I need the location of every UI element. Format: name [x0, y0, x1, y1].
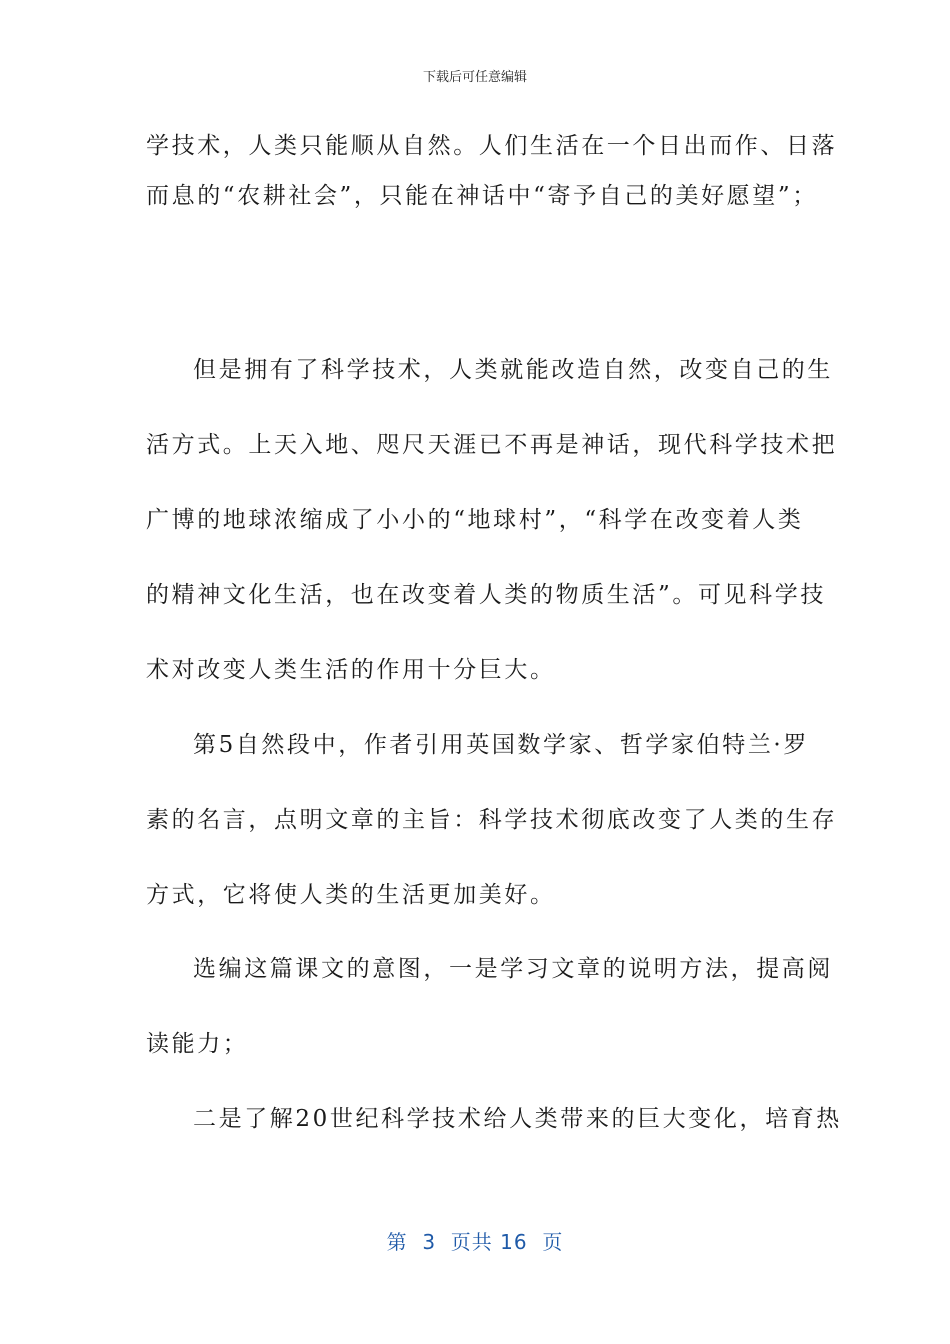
body-line-7: 术对改变人类生活的作用十分巨大。	[146, 657, 556, 683]
header-note: 下载后可任意编辑	[422, 70, 527, 85]
body-line-8: 第5自然段中，作者引用英国数学家、哲学家伯特兰·罗	[193, 732, 809, 758]
body-line-3: 但是拥有了科学技术，人类就能改造自然，改变自己的生	[193, 357, 833, 383]
body-line-11: 选编这篇课文的意图，一是学习文章的说明方法，提高阅	[193, 956, 833, 982]
body-line-9: 素的名言，点明文章的主旨：科学技术彻底改变了人类的生存	[146, 807, 838, 833]
body-line-6: 的精神文化生活，也在改变着人类的物质生活”。可见科学技	[146, 582, 826, 608]
body-line-13: 二是了解20世纪科学技术给人类带来的巨大变化，培育热	[193, 1106, 842, 1132]
body-line-1: 学技术，人类只能顺从自然。人们生活在一个日出而作、日落	[146, 133, 838, 159]
body-line-5: 广博的地球浓缩成了小小的“地球村”，“科学在改变着人类	[146, 507, 804, 533]
body-line-12: 读能力；	[146, 1031, 249, 1057]
page-number: 第 3 页共 16 页	[386, 1230, 564, 1254]
body-line-4: 活方式。上天入地、咫尺天涯已不再是神话，现代科学技术把	[146, 432, 838, 458]
body-line-2: 而息的“农耕社会”，只能在神话中“寄予自己的美好愿望”；	[146, 183, 818, 209]
body-line-10: 方式，它将使人类的生活更加美好。	[146, 882, 556, 908]
